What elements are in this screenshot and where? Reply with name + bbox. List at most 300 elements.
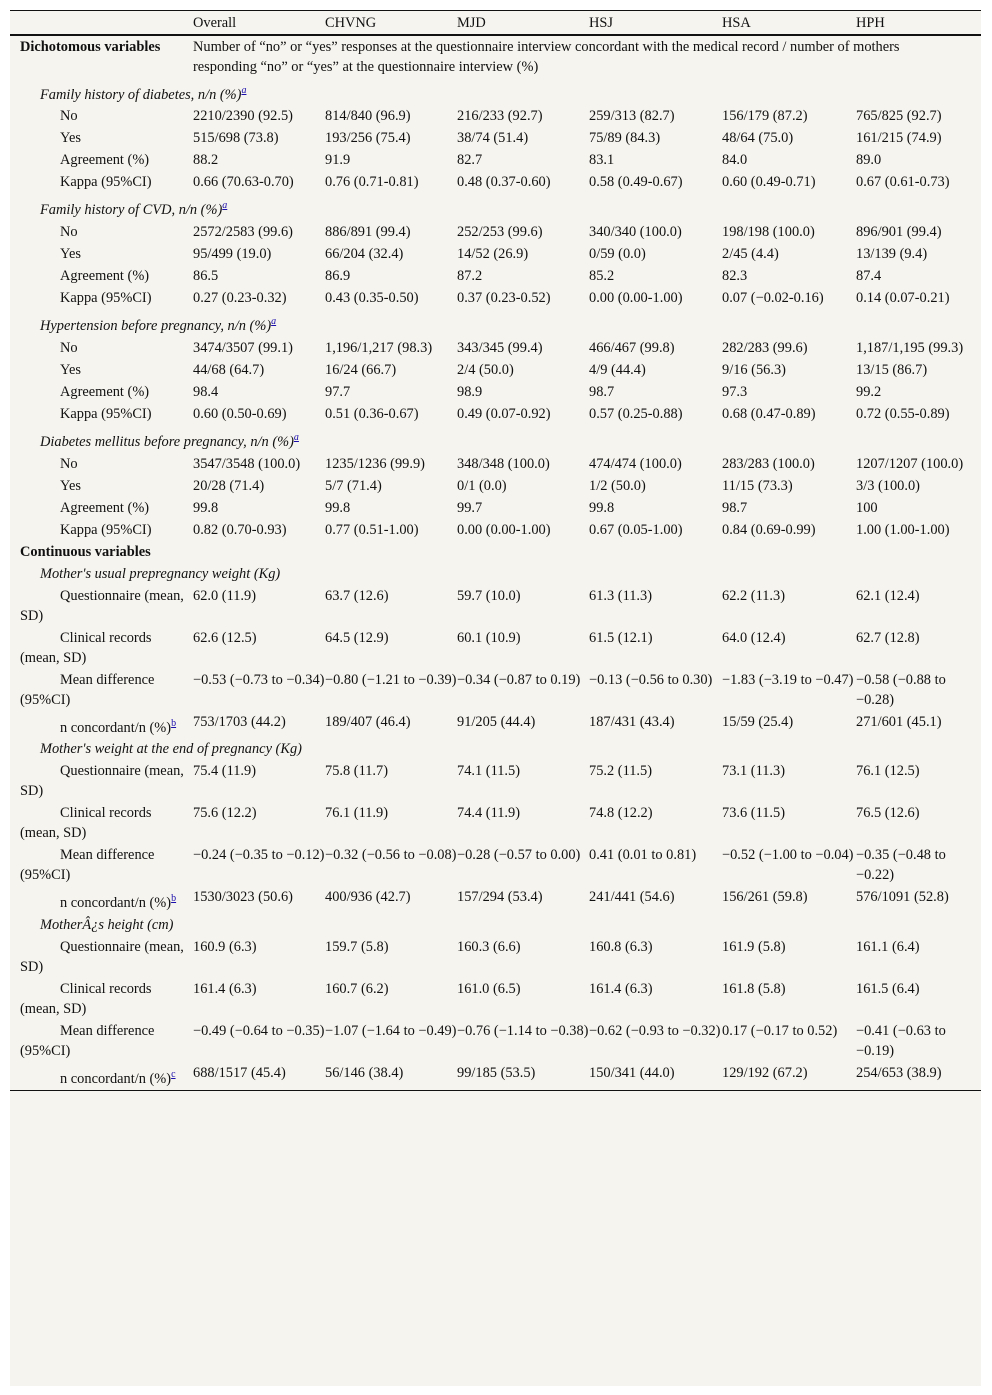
table-row [10, 337, 981, 359]
table-cell: 84.0 [722, 152, 748, 169]
table-cell: 13/15 (86.7) [856, 361, 928, 378]
table-row [10, 287, 981, 309]
group-title-text: Mother's weight at the end of pregnancy (Kg) [40, 741, 302, 758]
table-cell: 0/1 (0.0) [457, 477, 507, 494]
table-cell: 271/601 (45.1) [856, 713, 942, 730]
table-row [10, 221, 981, 243]
footnote-marker [241, 82, 246, 96]
row-label [10, 381, 193, 403]
table-row [10, 171, 981, 193]
table-row [10, 519, 981, 541]
table-cell: 100 [856, 499, 878, 516]
group-title-text: Mother's usual prepregnancy weight (Kg) [40, 565, 281, 582]
table-cell: 157/294 (53.4) [457, 889, 543, 906]
table-row [10, 403, 981, 425]
table-cell: 63.7 (12.6) [325, 587, 389, 604]
table-cell: −0.49 (−0.64 to −0.35) [193, 1023, 325, 1040]
table-row [10, 149, 981, 171]
row-label-text: Mean difference (95%CI) [20, 1023, 155, 1060]
footnote-link[interactable]: b [171, 893, 177, 905]
table-cell: 60.1 (10.9) [457, 629, 521, 646]
table-cell: 83.1 [589, 152, 615, 169]
table-cell: 1530/3023 (50.6) [193, 889, 293, 906]
table-cell: 97.3 [722, 383, 748, 400]
table-cell: 1.00 (1.00-1.00) [856, 521, 950, 538]
table-cell: 89.0 [856, 152, 882, 169]
table-cell: 1,196/1,217 (98.3) [325, 339, 433, 356]
table-cell: 0/59 (0.0) [589, 246, 646, 263]
group-row [10, 425, 981, 453]
group-title-text: Hypertension before pregnancy, n/n (%) [40, 317, 272, 334]
table-cell: 99.2 [856, 383, 882, 400]
table-cell: 3547/3548 (100.0) [193, 455, 301, 472]
table-cell: 75.4 (11.9) [193, 763, 257, 780]
row-label-text: Clinical records (mean, SD) [20, 629, 152, 666]
row-label-text: Clinical records (mean, SD) [20, 981, 152, 1018]
table-cell: 0.66 (70.63-0.70) [193, 174, 294, 191]
table-cell: 0.60 (0.49-0.71) [722, 174, 816, 191]
group-row [10, 563, 981, 585]
table-cell: 64.0 (12.4) [722, 629, 786, 646]
table-cell: 0.58 (0.49-0.67) [589, 174, 683, 191]
table-cell: 0.51 (0.36-0.67) [325, 405, 419, 422]
table-cell: 159.7 (5.8) [325, 939, 389, 956]
row-label [10, 936, 193, 978]
group-row [10, 193, 981, 221]
table-cell: 343/345 (99.4) [457, 339, 543, 356]
row-label [10, 886, 193, 914]
table-cell: 98.9 [457, 383, 483, 400]
table-cell: 0.57 (0.25-0.88) [589, 405, 683, 422]
table-cell: 0.43 (0.35-0.50) [325, 290, 419, 307]
footnote-marker [171, 1066, 175, 1080]
table-cell: 688/1517 (45.4) [193, 1062, 325, 1090]
group-row [10, 78, 981, 106]
table-cell: −0.41 (−0.63 to −0.19) [856, 1023, 946, 1060]
row-label [10, 627, 193, 669]
row-label-text: Mean difference (95%CI) [20, 847, 155, 884]
table-cell: 515/698 (73.8) [193, 130, 279, 147]
table-cell: 62.1 (12.4) [856, 587, 920, 604]
table-cell: 0.49 (0.07-0.92) [457, 405, 551, 422]
footnote-link[interactable]: b [171, 717, 177, 729]
table-cell: 61.3 (11.3) [589, 587, 653, 604]
table-cell: 400/936 (42.7) [325, 889, 411, 906]
table-cell: 61.5 (12.1) [589, 629, 653, 646]
table-cell: −0.52 (−1.00 to −0.04) [722, 847, 854, 864]
table-cell: −0.24 (−0.35 to −0.12) [193, 847, 325, 864]
table-row [10, 381, 981, 403]
row-label-text: No [60, 339, 78, 356]
table-cell: −0.32 (−0.56 to −0.08) [325, 847, 457, 864]
table-cell: 62.0 (11.9) [193, 587, 257, 604]
row-label [10, 105, 193, 127]
group-title [10, 738, 981, 760]
table-cell: 283/283 (100.0) [722, 455, 815, 472]
table-row [10, 760, 981, 802]
row-label-text: Agreement (%) [60, 383, 150, 400]
table-cell: 0.76 (0.71-0.81) [325, 174, 419, 191]
table-cell: 62.6 (12.5) [193, 629, 257, 646]
group-row [10, 309, 981, 337]
table-cell: 193/256 (75.4) [325, 130, 411, 147]
section-title: Continuous variables [20, 543, 151, 560]
row-label-text: Agreement (%) [60, 499, 150, 516]
row-label-text: Agreement (%) [60, 152, 150, 169]
row-label-text: Clinical records (mean, SD) [20, 805, 152, 842]
row-label [10, 287, 193, 309]
table-row [10, 886, 981, 914]
group-title [10, 309, 981, 337]
table-cell: 44/68 (64.7) [193, 361, 265, 378]
column-header: HPH [856, 11, 981, 35]
table-cell: 20/28 (71.4) [193, 477, 265, 494]
footnote-link[interactable]: c [171, 1069, 176, 1081]
row-label [10, 760, 193, 802]
footnote-marker [294, 429, 299, 443]
group-title-text: MotherÂ¿s height (cm) [40, 917, 174, 934]
row-label [10, 1020, 193, 1062]
row-label-text: Questionnaire (mean, SD) [20, 763, 184, 800]
table-cell: −0.34 (−0.87 to 0.19) [457, 671, 581, 688]
section-row [10, 541, 981, 563]
table-cell: 896/901 (99.4) [856, 224, 942, 241]
table-cell: 0.00 (0.00-1.00) [457, 521, 551, 538]
table-cell: 0.00 (0.00-1.00) [589, 290, 683, 307]
table-cell: 0.60 (0.50-0.69) [193, 405, 287, 422]
row-label-text: Agreement (%) [60, 268, 150, 285]
table-cell: 0.17 (−0.17 to 0.52) [722, 1023, 838, 1040]
table-cell: −0.13 (−0.56 to 0.30) [589, 671, 713, 688]
table-cell: 91.9 [325, 152, 351, 169]
table-cell: 1207/1207 (100.0) [856, 455, 964, 472]
table-cell: 97.7 [325, 383, 351, 400]
row-label-text: Kappa (95%CI) [60, 405, 152, 422]
table-row [10, 627, 981, 669]
table-row [10, 475, 981, 497]
row-label-text: No [60, 455, 78, 472]
table-cell: 1,187/1,195 (99.3) [856, 339, 964, 356]
footnote-link[interactable]: a [271, 316, 277, 328]
table-cell: 0.27 (0.23-0.32) [193, 290, 287, 307]
table-row [10, 936, 981, 978]
table-cell: 0.67 (0.05-1.00) [589, 521, 683, 538]
group-title [10, 78, 981, 106]
table-cell: 160.7 (6.2) [325, 981, 389, 998]
row-label [10, 453, 193, 475]
row-label [10, 149, 193, 171]
table-cell: 1235/1236 (99.9) [325, 455, 425, 472]
footnote-marker [222, 197, 227, 211]
group-title [10, 914, 981, 936]
row-label [10, 802, 193, 844]
table-cell: 98.4 [193, 383, 219, 400]
group-title [10, 425, 981, 453]
row-label [10, 585, 193, 627]
table-cell: 4/9 (44.4) [589, 361, 646, 378]
table-cell: 156/179 (87.2) [722, 108, 808, 125]
table-cell: 241/441 (54.6) [589, 889, 675, 906]
table-cell: 282/283 (99.6) [722, 339, 808, 356]
table-row [10, 1020, 981, 1062]
table-cell: 0.82 (0.70-0.93) [193, 521, 287, 538]
table-cell: 86.9 [325, 268, 351, 285]
table-cell: 13/139 (9.4) [856, 246, 928, 263]
row-label-text: Yes [60, 130, 81, 147]
column-header: Overall [193, 11, 325, 35]
table-cell: 886/891 (99.4) [325, 224, 411, 241]
row-label-text: No [60, 224, 78, 241]
table-cell: 259/313 (82.7) [589, 108, 675, 125]
table-cell: 74.4 (11.9) [457, 805, 521, 822]
table-cell: 1/2 (50.0) [589, 477, 646, 494]
column-header: CHVNG [325, 11, 457, 35]
section-description: Number of “no” or “yes” responses at the questionnaire interview concordant with the medical record / number of mothers responding “no” or “yes” at the questionnaire interview (%) [193, 38, 900, 75]
table-row [10, 978, 981, 1020]
table-cell: 0.14 (0.07-0.21) [856, 290, 950, 307]
table-cell: 129/192 (67.2) [722, 1062, 856, 1090]
empty-cell [193, 541, 981, 563]
row-label-text: Kappa (95%CI) [60, 174, 152, 191]
table-cell: 161.4 (6.3) [193, 981, 257, 998]
row-label [10, 519, 193, 541]
table-cell: 48/64 (75.0) [722, 130, 794, 147]
table-row [10, 585, 981, 627]
table-cell: 98.7 [589, 383, 615, 400]
table-cell: 216/233 (92.7) [457, 108, 543, 125]
table-cell: 98.7 [722, 499, 748, 516]
column-header: HSA [722, 11, 856, 35]
table-cell: −0.80 (−1.21 to −0.39) [325, 671, 457, 688]
column-header [10, 11, 193, 35]
table-cell: 340/340 (100.0) [589, 224, 682, 241]
row-label [10, 359, 193, 381]
section-title: Dichotomous variables [20, 38, 161, 55]
row-label-text: n concordant/n (%) [60, 1071, 172, 1088]
row-label [10, 711, 193, 739]
table-container [10, 10, 981, 1386]
row-label [10, 265, 193, 287]
table-cell: 2572/2583 (99.6) [193, 224, 293, 241]
table-cell: −0.76 (−1.14 to −0.38) [457, 1023, 589, 1040]
table-cell: 474/474 (100.0) [589, 455, 682, 472]
table-cell: 62.2 (11.3) [722, 587, 786, 604]
table-row [10, 105, 981, 127]
row-label-text: Kappa (95%CI) [60, 521, 152, 538]
column-header: MJD [457, 11, 589, 35]
table-row [10, 359, 981, 381]
column-header: HSJ [589, 11, 722, 35]
row-label-text: No [60, 108, 78, 125]
table-cell: 161.9 (5.8) [722, 939, 786, 956]
group-title-text: Diabetes mellitus before pregnancy, n/n (%) [40, 433, 294, 450]
table-cell: 161.0 (6.5) [457, 981, 521, 998]
table-cell: −0.35 (−0.48 to −0.22) [856, 847, 946, 884]
table-cell: −0.58 (−0.88 to −0.28) [856, 671, 946, 708]
row-label-text: Questionnaire (mean, SD) [20, 587, 184, 624]
table-cell: 254/653 (38.9) [856, 1062, 981, 1090]
row-label-text: Questionnaire (mean, SD) [20, 939, 184, 976]
table-cell: 3474/3507 (99.1) [193, 339, 293, 356]
table-cell: 753/1703 (44.2) [193, 713, 286, 730]
table-cell: 2210/2390 (92.5) [193, 108, 293, 125]
table-cell: 74.8 (12.2) [589, 805, 653, 822]
table-cell: 9/16 (56.3) [722, 361, 786, 378]
table-cell: 15/59 (25.4) [722, 713, 794, 730]
row-label-text: Yes [60, 361, 81, 378]
row-label [10, 669, 193, 711]
table-cell: 66/204 (32.4) [325, 246, 404, 263]
table-cell: 87.4 [856, 268, 882, 285]
table-cell: 348/348 (100.0) [457, 455, 550, 472]
table-cell: 76.1 (12.5) [856, 763, 920, 780]
table-row [10, 802, 981, 844]
concordance-table [10, 10, 981, 1091]
table-cell: 198/198 (100.0) [722, 224, 815, 241]
table-cell: 0.37 (0.23-0.52) [457, 290, 551, 307]
table-cell: 2/4 (50.0) [457, 361, 514, 378]
table-cell: 5/7 (71.4) [325, 477, 382, 494]
table-cell: 99/185 (53.5) [457, 1062, 589, 1090]
group-title-text: Family history of CVD, n/n (%) [40, 202, 223, 219]
table-cell: 161.5 (6.4) [856, 981, 920, 998]
footnote-marker [271, 313, 276, 327]
table-cell: 59.7 (10.0) [457, 587, 521, 604]
table-cell: 38/74 (51.4) [457, 130, 529, 147]
row-label [10, 171, 193, 193]
group-row [10, 914, 981, 936]
table-cell: −0.28 (−0.57 to 0.00) [457, 847, 581, 864]
table-row [10, 844, 981, 886]
table-cell: 73.1 (11.3) [722, 763, 786, 780]
table-cell: 3/3 (100.0) [856, 477, 920, 494]
table-cell: 160.8 (6.3) [589, 939, 653, 956]
table-cell: 14/52 (26.9) [457, 246, 529, 263]
table-cell: 82.3 [722, 268, 748, 285]
row-label-text: n concordant/n (%) [60, 719, 172, 736]
row-label-text: Kappa (95%CI) [60, 290, 152, 307]
section-row [10, 35, 981, 78]
group-row [10, 738, 981, 760]
table-cell: 91/205 (44.4) [457, 713, 536, 730]
table-cell: 0.84 (0.69-0.99) [722, 521, 816, 538]
row-label [10, 337, 193, 359]
table-cell: 160.9 (6.3) [193, 939, 257, 956]
table-cell: 73.6 (11.5) [722, 805, 786, 822]
table-cell: 252/253 (99.6) [457, 224, 543, 241]
table-cell: 16/24 (66.7) [325, 361, 397, 378]
table-cell: 99.8 [193, 499, 219, 516]
table-cell: 95/499 (19.0) [193, 246, 272, 263]
table-cell: −0.62 (−0.93 to −0.32) [589, 1023, 721, 1040]
table-cell: −1.07 (−1.64 to −0.49) [325, 1023, 457, 1040]
table-cell: 160.3 (6.6) [457, 939, 521, 956]
table-row [10, 453, 981, 475]
table-row [10, 265, 981, 287]
row-label [10, 497, 193, 519]
table-cell: 765/825 (92.7) [856, 108, 942, 125]
row-label [10, 1062, 193, 1090]
row-label-text: Mean difference (95%CI) [20, 671, 155, 708]
table-cell: 161/215 (74.9) [856, 130, 942, 147]
table-cell: 88.2 [193, 152, 219, 169]
footnote-marker [171, 715, 176, 729]
row-label [10, 221, 193, 243]
table-cell: 75.8 (11.7) [325, 763, 389, 780]
table-body [10, 35, 981, 1091]
row-label [10, 243, 193, 265]
table-cell: 0.68 (0.47-0.89) [722, 405, 816, 422]
table-row [10, 669, 981, 711]
table-cell: 99.7 [457, 499, 483, 516]
header-row [10, 11, 981, 35]
table-cell: 76.5 (12.6) [856, 805, 920, 822]
table-cell: 75.2 (11.5) [589, 763, 653, 780]
group-title [10, 563, 981, 585]
table-cell: 75/89 (84.3) [589, 130, 661, 147]
table-cell: 85.2 [589, 268, 615, 285]
table-cell: 189/407 (46.4) [325, 713, 411, 730]
table-row [10, 127, 981, 149]
table-cell: 156/261 (59.8) [722, 889, 808, 906]
table-cell: 576/1091 (52.8) [856, 889, 949, 906]
row-label [10, 403, 193, 425]
group-title-text: Family history of diabetes, n/n (%) [40, 86, 242, 103]
table-cell: 0.77 (0.51-1.00) [325, 521, 419, 538]
footnote-marker [171, 890, 176, 904]
footnote-link[interactable]: a [241, 84, 247, 96]
table-cell: 2/45 (4.4) [722, 246, 779, 263]
table-cell: 0.07 (−0.02-0.16) [722, 290, 824, 307]
table-cell: 466/467 (99.8) [589, 339, 675, 356]
footnote-link[interactable]: a [222, 200, 228, 212]
table-cell: 0.67 (0.61-0.73) [856, 174, 950, 191]
group-title [10, 193, 981, 221]
table-cell: 187/431 (43.4) [589, 713, 675, 730]
row-label [10, 127, 193, 149]
table-cell: 87.2 [457, 268, 483, 285]
table-cell: 0.48 (0.37-0.60) [457, 174, 551, 191]
table-cell: 99.8 [325, 499, 351, 516]
table-cell: 62.7 (12.8) [856, 629, 920, 646]
table-row [10, 711, 981, 739]
row-label-text: Yes [60, 477, 81, 494]
row-label [10, 978, 193, 1020]
table-cell: 74.1 (11.5) [457, 763, 521, 780]
row-label [10, 475, 193, 497]
row-label-text: Yes [60, 246, 81, 263]
table-cell: −1.83 (−3.19 to −0.47) [722, 671, 854, 688]
table-row [10, 1062, 981, 1090]
table-cell: 150/341 (44.0) [589, 1062, 722, 1090]
table-cell: 86.5 [193, 268, 219, 285]
table-cell: 82.7 [457, 152, 483, 169]
table-cell: 56/146 (38.4) [325, 1062, 457, 1090]
table-cell: 0.41 (0.01 to 0.81) [589, 847, 697, 864]
footnote-link[interactable]: a [293, 431, 299, 443]
table-cell: 161.4 (6.3) [589, 981, 653, 998]
table-cell: 161.1 (6.4) [856, 939, 920, 956]
table-cell: 99.8 [589, 499, 615, 516]
row-label [10, 844, 193, 886]
table-row [10, 497, 981, 519]
table-cell: 11/15 (73.3) [722, 477, 793, 494]
table-row [10, 243, 981, 265]
table-cell: −0.53 (−0.73 to −0.34) [193, 671, 325, 688]
table-cell: 814/840 (96.9) [325, 108, 411, 125]
table-cell: 75.6 (12.2) [193, 805, 257, 822]
table-cell: 161.8 (5.8) [722, 981, 786, 998]
